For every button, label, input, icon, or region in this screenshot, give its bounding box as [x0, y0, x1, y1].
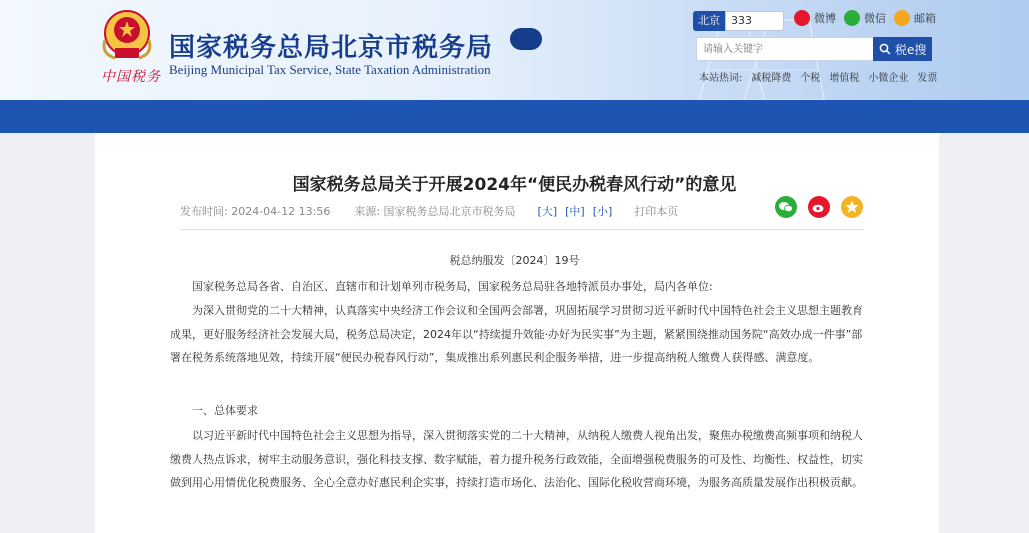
hot-words-label: 本站热词:	[699, 73, 743, 84]
share-weibo-icon[interactable]	[808, 196, 830, 218]
hot-word-link[interactable]: 增值税	[829, 73, 860, 84]
tax-emblem-logo	[97, 6, 157, 66]
search-button-label: 税e搜	[894, 42, 927, 57]
search-bar	[696, 37, 932, 61]
wechat-link[interactable]	[844, 10, 886, 26]
font-size-large-link[interactable]: [大]	[537, 205, 558, 218]
article-title: 国家税务总局关于开展2024年“便民办税春风行动”的意见	[292, 175, 737, 195]
site-header	[0, 0, 1029, 100]
hot-words	[699, 69, 937, 84]
publish-time: 发布时间: 2024-04-12 13:56	[180, 205, 331, 218]
search-icon	[879, 43, 891, 55]
article-meta	[180, 203, 678, 219]
wechat-icon	[844, 10, 860, 26]
wechat-label: 微信	[864, 12, 886, 25]
font-size-medium-link[interactable]: [中]	[565, 205, 585, 218]
font-size-small-link[interactable]: [小]	[592, 205, 613, 218]
divider	[180, 229, 864, 230]
favorite-icon[interactable]	[841, 196, 863, 218]
emblem-caption: 中国税务	[101, 69, 161, 85]
paragraph-intro	[170, 299, 864, 370]
weibo-link[interactable]	[794, 10, 836, 26]
section-heading-text: 一、总体要求	[192, 404, 258, 417]
paragraph-text: 以习近平新时代中国特色社会主义思想为指导，深入贯彻落实党的二十大精神，从纳税人缴费人视角出发，聚焦办税缴费高频事项和纳税人缴费人热点诉求，树牢主动服务意识，强化科技支撑、数字赋能，着力提升税务行政效能，全面增强税费服务的可及性、均衡性、权益性，切实做到用心用情优化税费服务、全心全意办好惠民利企实事，持续打造市场化、法治化、国际化税收营商环境，为服务高质量发展作出积极贡献。	[170, 429, 863, 489]
hot-word-link[interactable]: 减税降费	[751, 73, 792, 84]
mail-icon	[894, 10, 910, 26]
print-link[interactable]: 打印本页	[634, 205, 679, 218]
weibo-label: 微博	[814, 12, 836, 25]
document-number: 税总纳服发〔2024〕19号	[449, 254, 580, 267]
hot-word-link[interactable]: 个税	[800, 73, 821, 84]
region-selector[interactable]	[693, 11, 784, 31]
paragraph-text: 为深入贯彻党的二十大精神，认真落实中央经济工作会议和全国两会部署，巩固拓展学习贯彻习近平新时代中国特色社会主义思想主题教育成果，更好服务经济社会发展大局，税务总局决定，2024年以“持续提升效能·办好为民实事”为主题，紧紧围绕推动国务院“高效办成一件事”部署在税务系统落地见效，持续开展“便民办税春风行动”，集成推出系列惠民利企服务举措，进一步提高纳税人缴费人获得感、满意度。	[170, 304, 863, 364]
section-heading	[170, 399, 864, 423]
search-input[interactable]	[696, 37, 873, 61]
site-subtitle: Beijing Municipal Tax Service, State Taxation Administration	[169, 62, 491, 77]
search-button[interactable]	[873, 37, 932, 61]
hot-word-link[interactable]: 小微企业	[868, 73, 909, 84]
region-input[interactable]: 333	[725, 11, 784, 31]
accessibility-toggle[interactable]	[510, 28, 542, 50]
region-tag[interactable]: 北京	[693, 11, 725, 31]
paragraph-requirements	[170, 424, 864, 495]
mail-link[interactable]	[894, 10, 936, 26]
share-wechat-icon[interactable]	[775, 196, 797, 218]
main-nav-bar	[0, 100, 1029, 133]
site-title[interactable]: 国家税务总局北京市税务局	[169, 33, 494, 63]
article-source: 来源: 国家税务总局北京市税务局	[354, 205, 516, 218]
paragraph-recipients	[170, 275, 864, 299]
mail-label: 邮箱	[914, 12, 936, 25]
hot-word-link[interactable]: 发票	[917, 73, 938, 84]
weibo-icon	[794, 10, 810, 26]
paragraph-text: 国家税务总局各省、自治区、直辖市和计划单列市税务局，国家税务总局驻各地特派员办事处，局内各单位:	[192, 280, 713, 293]
